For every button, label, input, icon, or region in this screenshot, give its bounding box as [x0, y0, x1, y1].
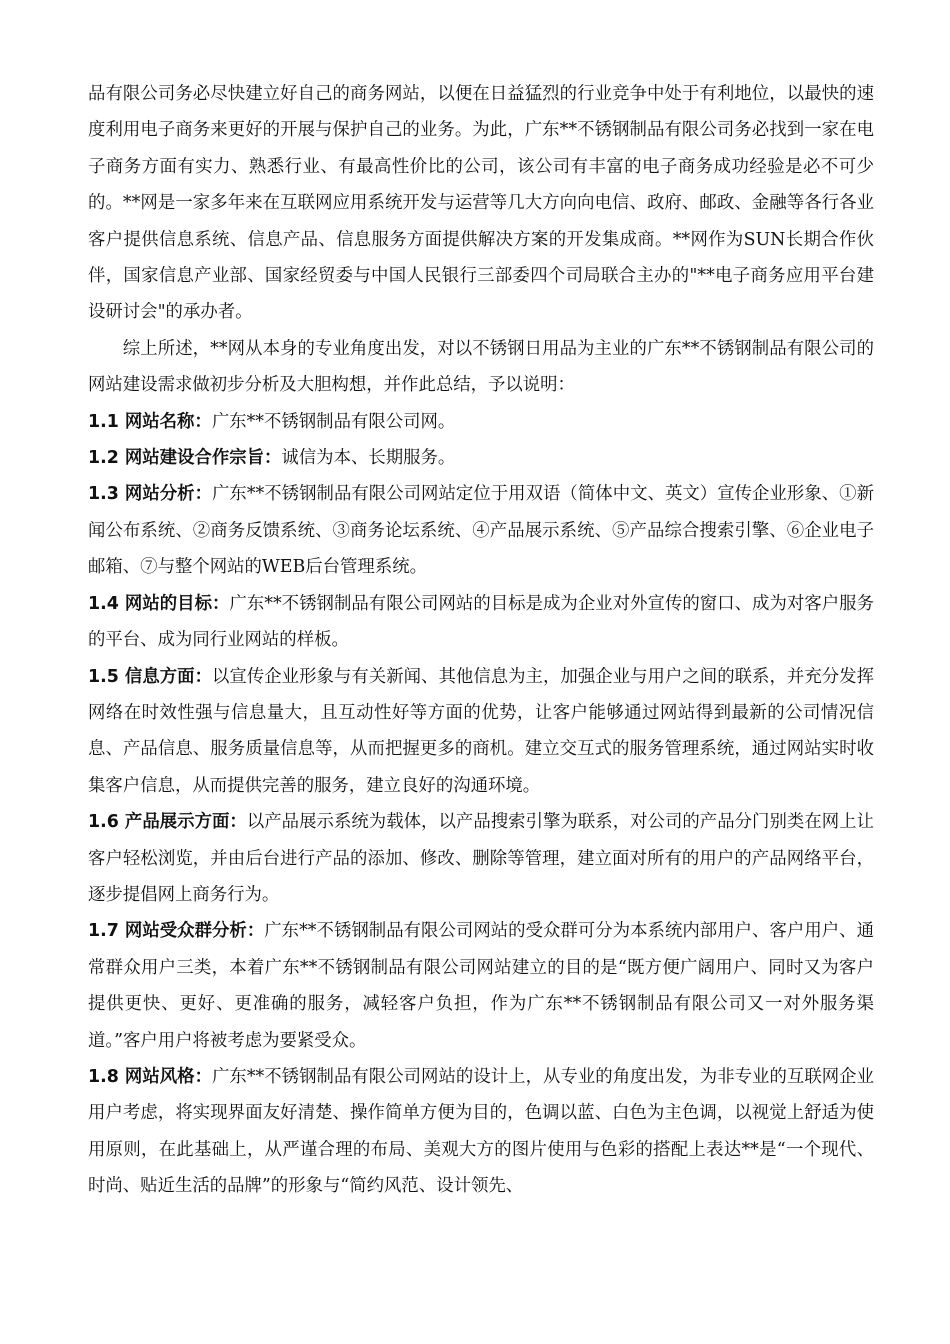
section-1-3 — [88, 476, 874, 585]
section-heading: 1.7 网站受众群分析： — [88, 921, 265, 942]
section-text: 广东**不锈钢制品有限公司网站的目标是成为企业对外宣传的窗口、成为对客户服务的平台、成为同行业网站的样板。 — [88, 593, 874, 651]
intro-paragraph-2: 综上所述，**网从本身的专业角度出发，对以不锈钢日用品为主业的广东**不锈钢制品有限公司的网站建设需求做初步分析及大胆构想，并作此总结，予以说明： — [88, 338, 874, 396]
section-heading: 1.6 产品展示方面： — [88, 812, 247, 833]
section-1-4 — [88, 586, 874, 659]
section-1-5 — [88, 659, 874, 805]
intro-paragraph-1: 品有限公司务必尽快建立好自己的商务网站，以便在日益猛烈的行业竞争中处于有利地位，以最快的速度利用电子商务来更好的开展与保护自己的业务。为此，广东**不锈钢制品有限公司务必找到一家在电子商务方面有实力、熟悉行业、有最高性价比的公司，该公司有丰富的电子商务成功经验是必不可少的。**网是一家多年来在互联网应用系统开发与运营等几大方向向电信、政府、邮政、金融等各行各业客户提供信息系统、信息产品、信息服务方面提供解决方案的开发集成商。**网作为SUN长期合作伙伴，国家信息产业部、国家经贸委与中国人民银行三部委四个司局联合主办的"**电子商务应用平台建设研讨会"的承办者。 — [88, 84, 874, 323]
document-body — [88, 76, 874, 1205]
section-heading: 1.5 信息方面： — [88, 666, 212, 687]
section-heading: 1.1 网站名称： — [88, 411, 212, 432]
section-text: 广东**不锈钢制品有限公司网站的受众群可分为本系统内部用户、客户用户、通常群众用户三类，本着广东**不锈钢制品有限公司网站建立的目的是“既方便广阔用户、同时又为客户提供更快、更好、更准确的服务，减轻客户负担，作为广东**不锈钢制品有限公司又一对外服务渠道。”客户用户将被考虑为要紧受众。 — [88, 921, 874, 1051]
section-heading: 1.3 网站分析： — [88, 484, 212, 505]
section-text: 以产品展示系统为载体，以产品搜索引擎为联系，对公司的产品分门别类在网上让客户轻松浏览，并由后台进行产品的添加、修改、删除等管理，建立面对所有的用户的产品网络平台，逐步提倡网上商务行为。 — [88, 812, 874, 905]
section-text: 以宣传企业形象与有关新闻、其他信息为主，加强企业与用户之间的联系，并充分发挥网络在时效性强与信息量大，且互动性好等方面的优势，让客户能够通过网站得到最新的公司情况信息、产品信息、服务质量信息等，从而把握更多的商机。建立交互式的服务管理系统，通过网站实时收集客户信息，从而提供完善的服务，建立良好的沟通环境。 — [88, 666, 874, 796]
section-heading: 1.2 网站建设合作宗旨： — [88, 448, 282, 469]
section-text: 广东**不锈钢制品有限公司网站定位于用双语（简体中文、英文）宣传企业形象、①新闻公布系统、②商务反馈系统、③商务论坛系统、④产品展示系统、⑤产品综合搜索引擎、⑥企业电子邮箱、⑦与整个网站的WEB后台管理系统。 — [88, 484, 874, 578]
section-text: 诚信为本、长期服务。 — [281, 448, 456, 469]
section-1-2 — [88, 440, 874, 476]
section-1-7 — [88, 913, 874, 1059]
section-text: 广东**不锈钢制品有限公司网站的设计上，从专业的角度出发，为非专业的互联网企业用户考虑，将实现界面友好清楚、操作简单方便为目的，色调以蓝、白色为主色调，以视觉上舒适为使用原则，在此基础上，从严谨合理的布局、美观大方的图片使用与色彩的搭配上表达**是“一个现代、时尚、贴近生活的品牌”的形象与“简约风范、设计领先、 — [88, 1066, 874, 1197]
section-text: 广东**不锈钢制品有限公司网。 — [211, 411, 456, 432]
section-heading: 1.8 网站风格： — [88, 1066, 212, 1087]
section-1-8 — [88, 1059, 874, 1205]
section-1-1 — [88, 404, 874, 440]
section-1-6 — [88, 804, 874, 913]
section-heading: 1.4 网站的目标： — [88, 593, 230, 614]
